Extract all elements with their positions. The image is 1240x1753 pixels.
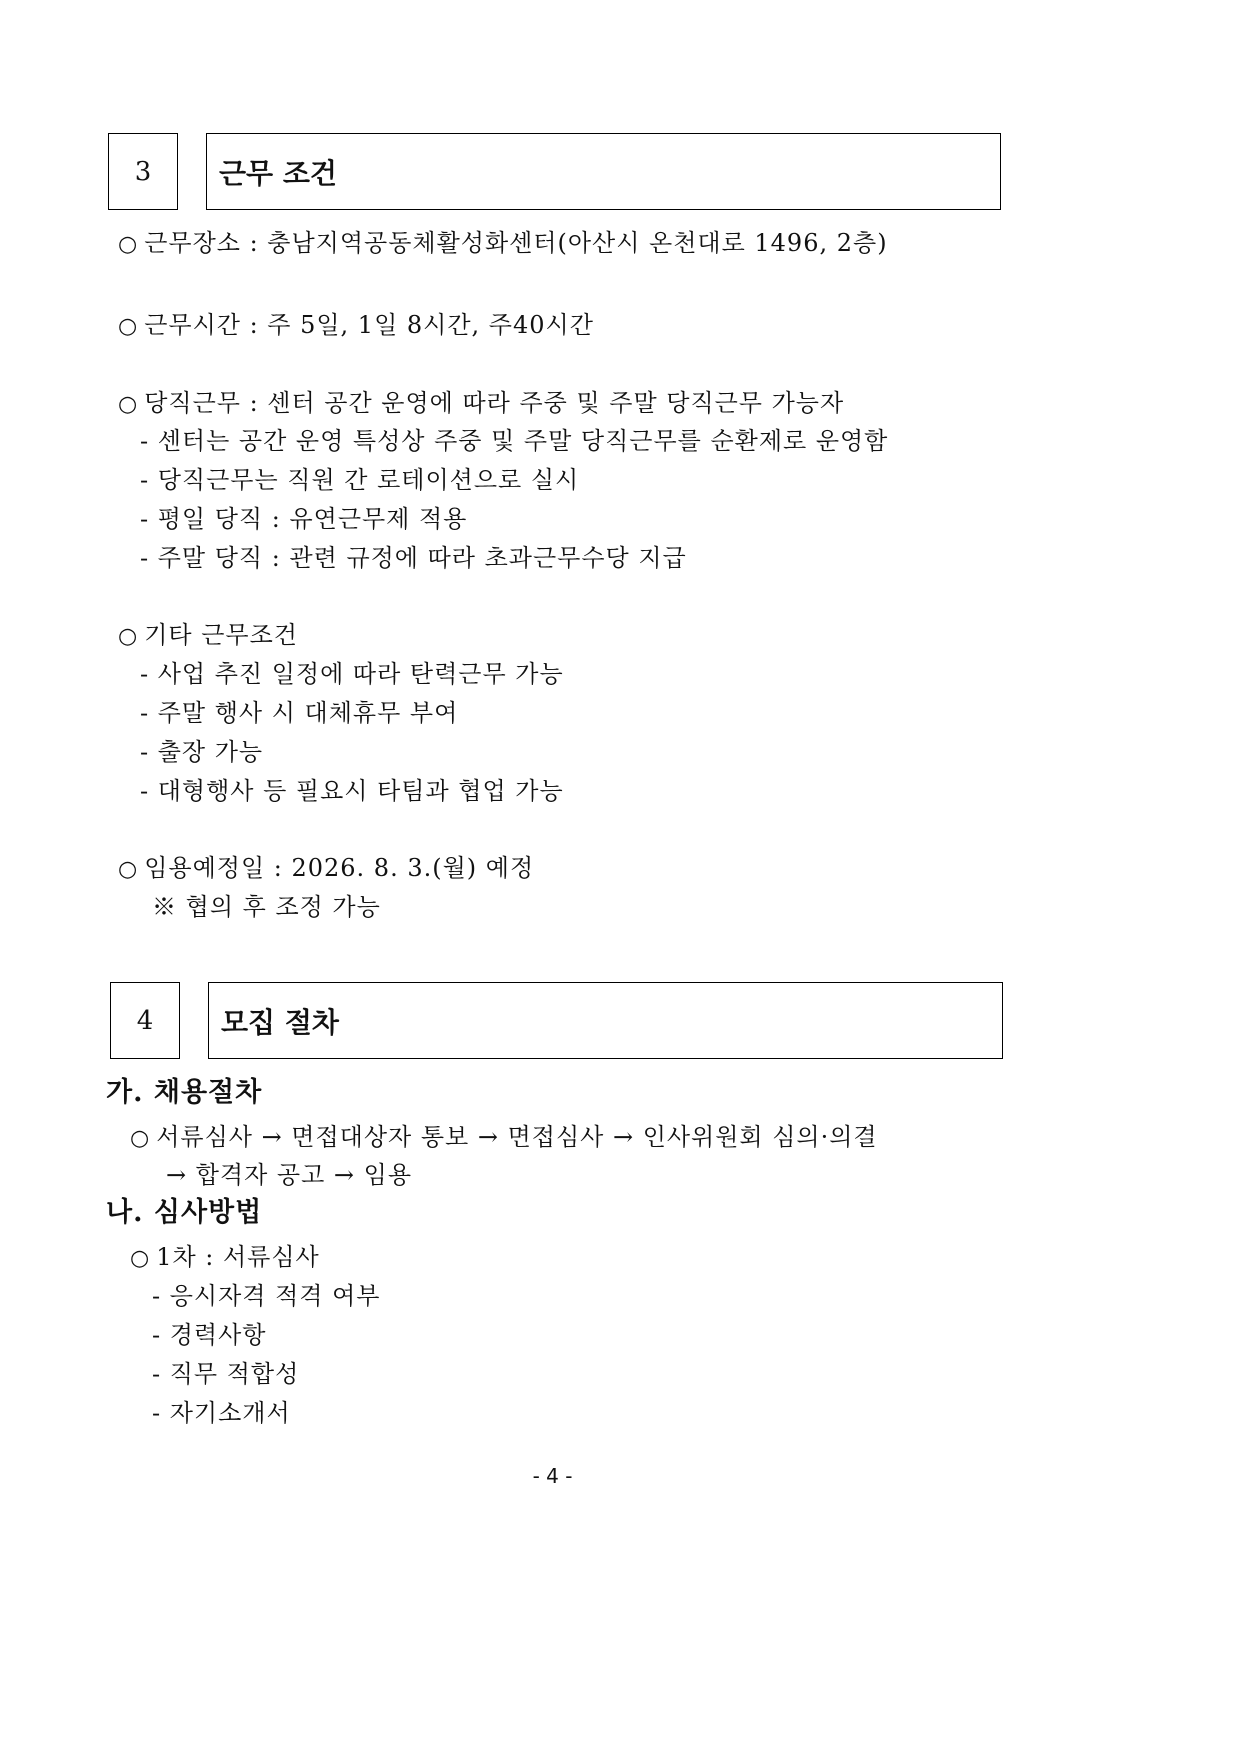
- appointment-date-item: ○ 임용예정일 : 2026. 8. 3.(월) 예정: [118, 854, 535, 882]
- page-number: - 4 -: [532, 1464, 573, 1488]
- other-conditions-item: ○ 기타 근무조건: [118, 621, 298, 649]
- circle-bullet-icon: ○: [130, 1246, 151, 1271]
- hiring-process-item: ○ 서류심사 → 면접대상자 통보 → 면접심사 → 인사위원회 심의·의결: [130, 1123, 878, 1151]
- duty-work-item: ○ 당직근무 : 센터 공간 운영에 따라 주중 및 주말 당직근무 가능자: [118, 389, 845, 417]
- other-detail-4: - 대형행사 등 필요시 타팀과 협업 가능: [140, 777, 564, 805]
- section-4-title: 모집 절차: [221, 1005, 339, 1039]
- evaluation-detail-4: - 자기소개서: [152, 1399, 291, 1427]
- evaluation-detail-3: - 직무 적합성: [152, 1360, 300, 1388]
- section-3-number: 3: [134, 156, 152, 187]
- evaluation-detail-1: - 응시자격 적격 여부: [152, 1282, 381, 1310]
- section-4-title-box: [208, 982, 1003, 1059]
- section-3-number-box: [108, 133, 178, 210]
- hiring-process-continued: → 합격자 공고 → 임용: [166, 1161, 413, 1189]
- other-detail-2: - 주말 행사 시 대체휴무 부여: [140, 699, 459, 727]
- circle-bullet-icon: ○: [118, 392, 139, 417]
- evaluation-detail-2: - 경력사항: [152, 1321, 267, 1349]
- duty-detail-2: - 당직근무는 직원 간 로테이션으로 실시: [140, 466, 580, 494]
- work-hours-item: ○ 근무시간 : 주 5일, 1일 8시간, 주40시간: [118, 311, 594, 339]
- section-4-number: 4: [136, 1005, 154, 1036]
- circle-bullet-icon: ○: [118, 232, 139, 257]
- duty-detail-3: - 평일 당직 : 유연근무제 적용: [140, 505, 468, 533]
- subheading-hiring-process: 가. 채용절차: [106, 1077, 263, 1108]
- subheading-evaluation-method: 나. 심사방법: [106, 1197, 263, 1228]
- appointment-note: ※ 협의 후 조정 가능: [152, 893, 381, 921]
- duty-detail-1: - 센터는 공간 운영 특성상 주중 및 주말 당직근무를 순환제로 운영함: [140, 427, 889, 455]
- circle-bullet-icon: ○: [118, 624, 139, 649]
- duty-detail-4: - 주말 당직 : 관련 규정에 따라 초과근무수당 지급: [140, 544, 687, 572]
- other-detail-1: - 사업 추진 일정에 따라 탄력근무 가능: [140, 660, 564, 688]
- other-detail-3: - 출장 가능: [140, 738, 264, 766]
- section-3-title: 근무 조건: [219, 156, 337, 190]
- workplace-item: ○ 근무장소 : 충남지역공동체활성화센터(아산시 온천대로 1496, 2층): [118, 229, 888, 257]
- first-stage-item: ○ 1차 : 서류심사: [130, 1243, 320, 1271]
- circle-bullet-icon: ○: [118, 857, 139, 882]
- circle-bullet-icon: ○: [118, 314, 139, 339]
- circle-bullet-icon: ○: [130, 1126, 151, 1151]
- section-3-title-box: [206, 133, 1001, 210]
- section-4-number-box: [110, 982, 180, 1059]
